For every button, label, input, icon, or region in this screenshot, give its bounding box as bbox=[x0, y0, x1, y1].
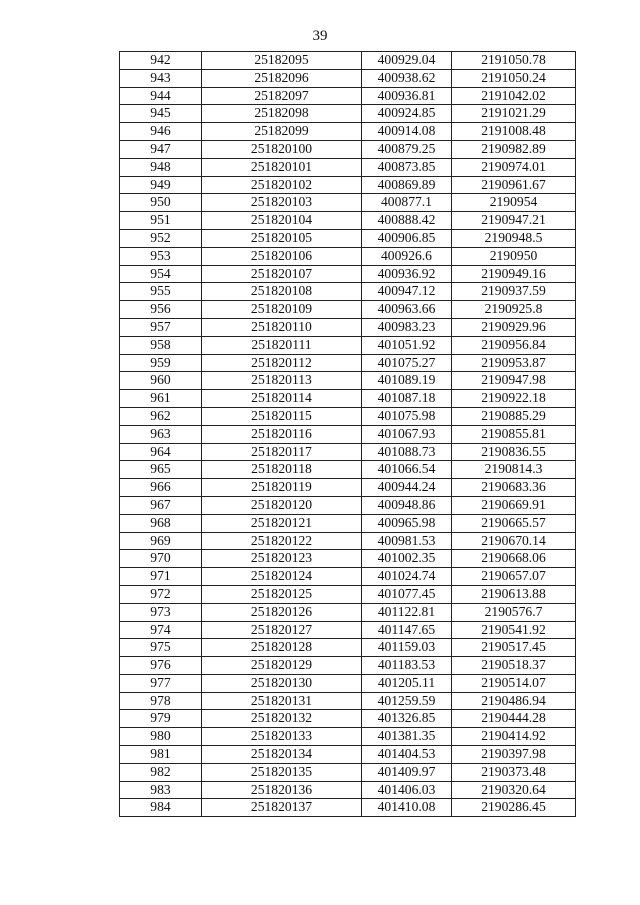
x-coordinate-cell: 400963.66 bbox=[362, 301, 452, 319]
table-row bbox=[120, 123, 576, 141]
x-coordinate-cell: 401075.98 bbox=[362, 407, 452, 425]
table-row bbox=[120, 550, 576, 568]
table-row bbox=[120, 799, 576, 817]
y-coordinate-cell: 2190814.3 bbox=[452, 461, 576, 479]
table-row bbox=[120, 301, 576, 319]
y-coordinate-cell: 2190982.89 bbox=[452, 140, 576, 158]
table-row bbox=[120, 69, 576, 87]
table-row bbox=[120, 283, 576, 301]
x-coordinate-cell: 400938.62 bbox=[362, 69, 452, 87]
x-coordinate-cell: 401406.03 bbox=[362, 781, 452, 799]
point-number-cell: 950 bbox=[120, 194, 202, 212]
y-coordinate-cell: 2190414.92 bbox=[452, 728, 576, 746]
table-row bbox=[120, 158, 576, 176]
table-row bbox=[120, 514, 576, 532]
point-id-cell: 251820111 bbox=[202, 336, 362, 354]
point-number-cell: 942 bbox=[120, 52, 202, 70]
point-id-cell: 251820127 bbox=[202, 621, 362, 639]
point-number-cell: 977 bbox=[120, 674, 202, 692]
point-id-cell: 251820131 bbox=[202, 692, 362, 710]
point-number-cell: 980 bbox=[120, 728, 202, 746]
point-id-cell: 251820119 bbox=[202, 479, 362, 497]
table-row bbox=[120, 710, 576, 728]
point-number-cell: 948 bbox=[120, 158, 202, 176]
point-id-cell: 251820129 bbox=[202, 657, 362, 675]
point-id-cell: 251820134 bbox=[202, 746, 362, 764]
page-number: 39 bbox=[312, 28, 328, 44]
point-number-cell: 971 bbox=[120, 568, 202, 586]
point-id-cell: 251820136 bbox=[202, 781, 362, 799]
y-coordinate-cell: 2190668.06 bbox=[452, 550, 576, 568]
x-coordinate-cell: 401088.73 bbox=[362, 443, 452, 461]
x-coordinate-cell: 401002.35 bbox=[362, 550, 452, 568]
y-coordinate-cell: 2190665.57 bbox=[452, 514, 576, 532]
point-number-cell: 958 bbox=[120, 336, 202, 354]
point-id-cell: 251820115 bbox=[202, 407, 362, 425]
point-number-cell: 961 bbox=[120, 390, 202, 408]
coordinates-table bbox=[119, 51, 576, 817]
point-number-cell: 970 bbox=[120, 550, 202, 568]
point-id-cell: 25182097 bbox=[202, 87, 362, 105]
y-coordinate-cell: 2190953.87 bbox=[452, 354, 576, 372]
x-coordinate-cell: 401089.19 bbox=[362, 372, 452, 390]
x-coordinate-cell: 400879.25 bbox=[362, 140, 452, 158]
y-coordinate-cell: 2190950 bbox=[452, 247, 576, 265]
y-coordinate-cell: 2190929.96 bbox=[452, 318, 576, 336]
x-coordinate-cell: 401051.92 bbox=[362, 336, 452, 354]
point-number-cell: 959 bbox=[120, 354, 202, 372]
point-id-cell: 251820105 bbox=[202, 229, 362, 247]
x-coordinate-cell: 401122.81 bbox=[362, 603, 452, 621]
x-coordinate-cell: 400929.04 bbox=[362, 52, 452, 70]
point-id-cell: 251820107 bbox=[202, 265, 362, 283]
x-coordinate-cell: 401409.97 bbox=[362, 763, 452, 781]
x-coordinate-cell: 400924.85 bbox=[362, 105, 452, 123]
point-id-cell: 25182096 bbox=[202, 69, 362, 87]
table-row bbox=[120, 265, 576, 283]
y-coordinate-cell: 2190373.48 bbox=[452, 763, 576, 781]
point-number-cell: 974 bbox=[120, 621, 202, 639]
point-id-cell: 251820120 bbox=[202, 496, 362, 514]
table-row bbox=[120, 728, 576, 746]
y-coordinate-cell: 2190541.92 bbox=[452, 621, 576, 639]
table-row bbox=[120, 425, 576, 443]
x-coordinate-cell: 401024.74 bbox=[362, 568, 452, 586]
y-coordinate-cell: 2190974.01 bbox=[452, 158, 576, 176]
y-coordinate-cell: 2190683.36 bbox=[452, 479, 576, 497]
table-row bbox=[120, 247, 576, 265]
y-coordinate-cell: 2190444.28 bbox=[452, 710, 576, 728]
y-coordinate-cell: 2190576.7 bbox=[452, 603, 576, 621]
y-coordinate-cell: 2191008.48 bbox=[452, 123, 576, 141]
point-id-cell: 251820110 bbox=[202, 318, 362, 336]
x-coordinate-cell: 400981.53 bbox=[362, 532, 452, 550]
point-id-cell: 251820124 bbox=[202, 568, 362, 586]
point-number-cell: 983 bbox=[120, 781, 202, 799]
x-coordinate-cell: 401067.93 bbox=[362, 425, 452, 443]
point-id-cell: 251820104 bbox=[202, 212, 362, 230]
x-coordinate-cell: 400869.89 bbox=[362, 176, 452, 194]
table-row bbox=[120, 105, 576, 123]
point-id-cell: 251820100 bbox=[202, 140, 362, 158]
y-coordinate-cell: 2190855.81 bbox=[452, 425, 576, 443]
point-id-cell: 251820121 bbox=[202, 514, 362, 532]
table-row bbox=[120, 461, 576, 479]
x-coordinate-cell: 400936.92 bbox=[362, 265, 452, 283]
y-coordinate-cell: 2190937.59 bbox=[452, 283, 576, 301]
x-coordinate-cell: 401381.35 bbox=[362, 728, 452, 746]
point-number-cell: 946 bbox=[120, 123, 202, 141]
table-row bbox=[120, 746, 576, 764]
x-coordinate-cell: 400877.1 bbox=[362, 194, 452, 212]
table-row bbox=[120, 176, 576, 194]
y-coordinate-cell: 2190956.84 bbox=[452, 336, 576, 354]
table-row bbox=[120, 763, 576, 781]
x-coordinate-cell: 401326.85 bbox=[362, 710, 452, 728]
point-number-cell: 952 bbox=[120, 229, 202, 247]
table-row bbox=[120, 443, 576, 461]
x-coordinate-cell: 400944.24 bbox=[362, 479, 452, 497]
point-number-cell: 968 bbox=[120, 514, 202, 532]
point-id-cell: 251820108 bbox=[202, 283, 362, 301]
x-coordinate-cell: 401147.65 bbox=[362, 621, 452, 639]
x-coordinate-cell: 400888.42 bbox=[362, 212, 452, 230]
table-row bbox=[120, 621, 576, 639]
point-number-cell: 960 bbox=[120, 372, 202, 390]
y-coordinate-cell: 2190486.94 bbox=[452, 692, 576, 710]
x-coordinate-cell: 400947.12 bbox=[362, 283, 452, 301]
table-row bbox=[120, 194, 576, 212]
x-coordinate-cell: 401205.11 bbox=[362, 674, 452, 692]
point-number-cell: 956 bbox=[120, 301, 202, 319]
y-coordinate-cell: 2190954 bbox=[452, 194, 576, 212]
y-coordinate-cell: 2190669.91 bbox=[452, 496, 576, 514]
y-coordinate-cell: 2190925.8 bbox=[452, 301, 576, 319]
point-number-cell: 975 bbox=[120, 639, 202, 657]
table-row bbox=[120, 479, 576, 497]
x-coordinate-cell: 400873.85 bbox=[362, 158, 452, 176]
point-id-cell: 251820113 bbox=[202, 372, 362, 390]
point-number-cell: 954 bbox=[120, 265, 202, 283]
table-row bbox=[120, 372, 576, 390]
point-number-cell: 967 bbox=[120, 496, 202, 514]
point-number-cell: 972 bbox=[120, 585, 202, 603]
coordinates-table-body bbox=[120, 52, 576, 817]
y-coordinate-cell: 2190657.07 bbox=[452, 568, 576, 586]
x-coordinate-cell: 401404.53 bbox=[362, 746, 452, 764]
point-id-cell: 251820130 bbox=[202, 674, 362, 692]
table-row bbox=[120, 496, 576, 514]
point-id-cell: 251820132 bbox=[202, 710, 362, 728]
y-coordinate-cell: 2191050.78 bbox=[452, 52, 576, 70]
point-number-cell: 957 bbox=[120, 318, 202, 336]
point-number-cell: 947 bbox=[120, 140, 202, 158]
point-number-cell: 953 bbox=[120, 247, 202, 265]
y-coordinate-cell: 2190397.98 bbox=[452, 746, 576, 764]
point-number-cell: 973 bbox=[120, 603, 202, 621]
point-id-cell: 251820128 bbox=[202, 639, 362, 657]
point-number-cell: 951 bbox=[120, 212, 202, 230]
point-id-cell: 251820109 bbox=[202, 301, 362, 319]
x-coordinate-cell: 401183.53 bbox=[362, 657, 452, 675]
table-row bbox=[120, 692, 576, 710]
x-coordinate-cell: 401075.27 bbox=[362, 354, 452, 372]
x-coordinate-cell: 400983.23 bbox=[362, 318, 452, 336]
point-id-cell: 251820123 bbox=[202, 550, 362, 568]
y-coordinate-cell: 2191021.29 bbox=[452, 105, 576, 123]
table-row bbox=[120, 87, 576, 105]
point-number-cell: 943 bbox=[120, 69, 202, 87]
point-id-cell: 251820106 bbox=[202, 247, 362, 265]
table-row bbox=[120, 674, 576, 692]
point-number-cell: 966 bbox=[120, 479, 202, 497]
table-row bbox=[120, 318, 576, 336]
point-number-cell: 982 bbox=[120, 763, 202, 781]
point-id-cell: 251820137 bbox=[202, 799, 362, 817]
table-row bbox=[120, 212, 576, 230]
point-id-cell: 251820125 bbox=[202, 585, 362, 603]
x-coordinate-cell: 400926.6 bbox=[362, 247, 452, 265]
table-row bbox=[120, 657, 576, 675]
point-number-cell: 981 bbox=[120, 746, 202, 764]
point-number-cell: 944 bbox=[120, 87, 202, 105]
table-row bbox=[120, 390, 576, 408]
x-coordinate-cell: 400948.86 bbox=[362, 496, 452, 514]
point-number-cell: 976 bbox=[120, 657, 202, 675]
table-row bbox=[120, 568, 576, 586]
y-coordinate-cell: 2190286.45 bbox=[452, 799, 576, 817]
table-row bbox=[120, 532, 576, 550]
point-id-cell: 251820103 bbox=[202, 194, 362, 212]
y-coordinate-cell: 2191042.02 bbox=[452, 87, 576, 105]
point-id-cell: 251820135 bbox=[202, 763, 362, 781]
point-number-cell: 965 bbox=[120, 461, 202, 479]
point-number-cell: 955 bbox=[120, 283, 202, 301]
y-coordinate-cell: 2190670.14 bbox=[452, 532, 576, 550]
point-id-cell: 251820102 bbox=[202, 176, 362, 194]
point-number-cell: 979 bbox=[120, 710, 202, 728]
y-coordinate-cell: 2191050.24 bbox=[452, 69, 576, 87]
y-coordinate-cell: 2190922.18 bbox=[452, 390, 576, 408]
point-number-cell: 949 bbox=[120, 176, 202, 194]
x-coordinate-cell: 401259.59 bbox=[362, 692, 452, 710]
x-coordinate-cell: 401087.18 bbox=[362, 390, 452, 408]
point-number-cell: 978 bbox=[120, 692, 202, 710]
y-coordinate-cell: 2190517.45 bbox=[452, 639, 576, 657]
y-coordinate-cell: 2190947.21 bbox=[452, 212, 576, 230]
table-row bbox=[120, 354, 576, 372]
x-coordinate-cell: 400914.08 bbox=[362, 123, 452, 141]
x-coordinate-cell: 400965.98 bbox=[362, 514, 452, 532]
point-id-cell: 25182095 bbox=[202, 52, 362, 70]
point-number-cell: 984 bbox=[120, 799, 202, 817]
point-number-cell: 963 bbox=[120, 425, 202, 443]
point-id-cell: 251820112 bbox=[202, 354, 362, 372]
table-row bbox=[120, 229, 576, 247]
point-id-cell: 251820117 bbox=[202, 443, 362, 461]
table-row bbox=[120, 52, 576, 70]
point-id-cell: 25182098 bbox=[202, 105, 362, 123]
point-number-cell: 945 bbox=[120, 105, 202, 123]
point-id-cell: 251820114 bbox=[202, 390, 362, 408]
table-row bbox=[120, 639, 576, 657]
y-coordinate-cell: 2190885.29 bbox=[452, 407, 576, 425]
point-id-cell: 251820116 bbox=[202, 425, 362, 443]
x-coordinate-cell: 401066.54 bbox=[362, 461, 452, 479]
y-coordinate-cell: 2190613.88 bbox=[452, 585, 576, 603]
x-coordinate-cell: 400906.85 bbox=[362, 229, 452, 247]
y-coordinate-cell: 2190836.55 bbox=[452, 443, 576, 461]
y-coordinate-cell: 2190961.67 bbox=[452, 176, 576, 194]
point-id-cell: 251820118 bbox=[202, 461, 362, 479]
point-id-cell: 25182099 bbox=[202, 123, 362, 141]
table-row bbox=[120, 336, 576, 354]
point-number-cell: 962 bbox=[120, 407, 202, 425]
point-id-cell: 251820133 bbox=[202, 728, 362, 746]
y-coordinate-cell: 2190514.07 bbox=[452, 674, 576, 692]
point-id-cell: 251820126 bbox=[202, 603, 362, 621]
y-coordinate-cell: 2190949.16 bbox=[452, 265, 576, 283]
point-id-cell: 251820101 bbox=[202, 158, 362, 176]
point-number-cell: 969 bbox=[120, 532, 202, 550]
x-coordinate-cell: 400936.81 bbox=[362, 87, 452, 105]
table-row bbox=[120, 603, 576, 621]
point-number-cell: 964 bbox=[120, 443, 202, 461]
table-row bbox=[120, 585, 576, 603]
y-coordinate-cell: 2190320.64 bbox=[452, 781, 576, 799]
table-row bbox=[120, 781, 576, 799]
y-coordinate-cell: 2190948.5 bbox=[452, 229, 576, 247]
y-coordinate-cell: 2190947.98 bbox=[452, 372, 576, 390]
point-id-cell: 251820122 bbox=[202, 532, 362, 550]
y-coordinate-cell: 2190518.37 bbox=[452, 657, 576, 675]
x-coordinate-cell: 401159.03 bbox=[362, 639, 452, 657]
table-row bbox=[120, 140, 576, 158]
x-coordinate-cell: 401077.45 bbox=[362, 585, 452, 603]
x-coordinate-cell: 401410.08 bbox=[362, 799, 452, 817]
table-row bbox=[120, 407, 576, 425]
